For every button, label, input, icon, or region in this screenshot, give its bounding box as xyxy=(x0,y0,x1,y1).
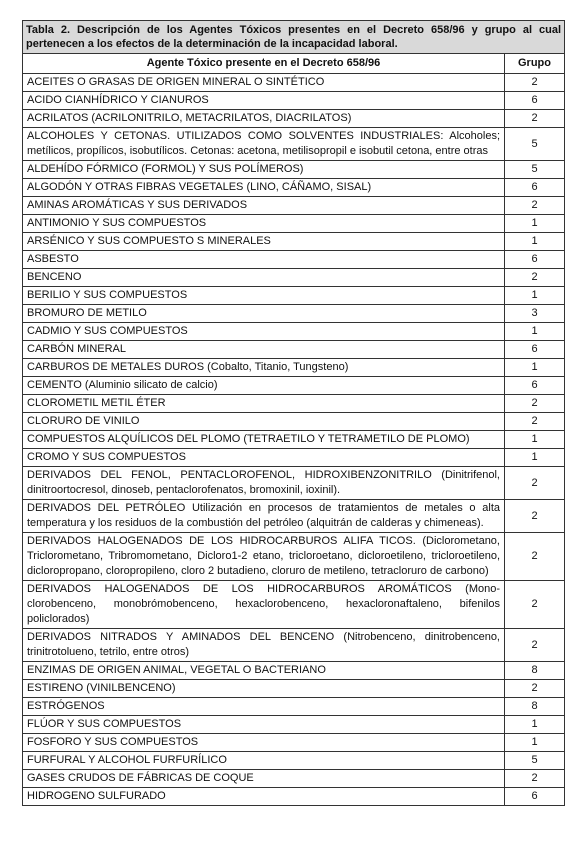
agent-cell: DERIVADOS HALOGENADOS DE LOS HIDROCARBUROS AROMÁTICOS (Mono-clorobenceno, monobrómobenceno, hexaclorobenceno, hexacloronaftaleno, bifenilos policlorados) xyxy=(23,581,505,629)
agent-cell: CLORURO DE VINILO xyxy=(23,413,505,431)
group-cell: 3 xyxy=(505,305,565,323)
group-cell: 2 xyxy=(505,74,565,92)
group-cell: 2 xyxy=(505,467,565,500)
agent-cell: CEMENTO (Aluminio silicato de calcio) xyxy=(23,377,505,395)
group-cell: 2 xyxy=(505,533,565,581)
table-row xyxy=(23,449,565,467)
table-row xyxy=(23,287,565,305)
table-row xyxy=(23,734,565,752)
group-cell: 5 xyxy=(505,161,565,179)
agent-cell: CARBÓN MINERAL xyxy=(23,341,505,359)
table-row xyxy=(23,128,565,161)
agent-cell: ACRILATOS (ACRILONITRILO, METACRILATOS, DIACRILATOS) xyxy=(23,110,505,128)
group-cell: 6 xyxy=(505,377,565,395)
group-cell: 1 xyxy=(505,449,565,467)
toxic-agents-table xyxy=(22,20,565,806)
agent-cell: ANTIMONIO Y SUS COMPUESTOS xyxy=(23,215,505,233)
group-cell: 2 xyxy=(505,110,565,128)
group-cell: 1 xyxy=(505,215,565,233)
group-cell: 8 xyxy=(505,698,565,716)
group-cell: 2 xyxy=(505,269,565,287)
table-row xyxy=(23,698,565,716)
table-row xyxy=(23,629,565,662)
agent-cell: CROMO Y SUS COMPUESTOS xyxy=(23,449,505,467)
group-cell: 6 xyxy=(505,788,565,806)
group-cell: 1 xyxy=(505,716,565,734)
table-row xyxy=(23,197,565,215)
table-row xyxy=(23,413,565,431)
group-cell: 6 xyxy=(505,92,565,110)
group-cell: 1 xyxy=(505,431,565,449)
agent-cell: GASES CRUDOS DE FÁBRICAS DE COQUE xyxy=(23,770,505,788)
table-row xyxy=(23,533,565,581)
table-row xyxy=(23,377,565,395)
agent-cell: DERIVADOS DEL PETRÓLEO Utilización en procesos de tratamientos de metales o alta temperatura y los residuos de la combustión del petróleo (alquitrán de calderas y chimeneas). xyxy=(23,500,505,533)
table-row xyxy=(23,305,565,323)
agent-cell: ALGODÓN Y OTRAS FIBRAS VEGETALES (LINO, CÁÑAMO, SISAL) xyxy=(23,179,505,197)
group-cell: 5 xyxy=(505,128,565,161)
table-row xyxy=(23,680,565,698)
agent-cell: FLÚOR Y SUS COMPUESTOS xyxy=(23,716,505,734)
table-row xyxy=(23,251,565,269)
agent-cell: CLOROMETIL METIL ÉTER xyxy=(23,395,505,413)
group-cell: 8 xyxy=(505,662,565,680)
table-row xyxy=(23,92,565,110)
table-caption-row xyxy=(23,21,565,54)
agent-cell: ACEITES O GRASAS DE ORIGEN MINERAL O SINTÉTICO xyxy=(23,74,505,92)
group-cell: 1 xyxy=(505,287,565,305)
group-cell: 2 xyxy=(505,770,565,788)
agent-cell: BERILIO Y SUS COMPUESTOS xyxy=(23,287,505,305)
agent-cell: FURFURAL Y ALCOHOL FURFURÍLICO xyxy=(23,752,505,770)
table-row xyxy=(23,359,565,377)
table-row xyxy=(23,74,565,92)
agent-cell: DERIVADOS DEL FENOL, PENTACLOROFENOL, HIDROXIBENZONITRILO (Dinitrifenol, dinitroortocresol, dinoseb, pentaclorofenatos, bromoxinil, ioxinil). xyxy=(23,467,505,500)
group-cell: 2 xyxy=(505,197,565,215)
group-cell: 1 xyxy=(505,359,565,377)
agent-cell: ASBESTO xyxy=(23,251,505,269)
agent-cell: DERIVADOS HALOGENADOS DE LOS HIDROCARBUROS ALIFA TICOS. (Diclorometano, Triclorometano, Tribromometano, Dicloro1-2 etano, tricloroetano, dicloroetileno, tricloroetileno, dicloropropano, cloropropileno, cloro 2 butadieno, cloruro de metileno, tetracloruro de carbono) xyxy=(23,533,505,581)
group-cell: 6 xyxy=(505,251,565,269)
group-cell: 1 xyxy=(505,323,565,341)
table-row xyxy=(23,500,565,533)
table-row xyxy=(23,752,565,770)
agent-cell: ENZIMAS DE ORIGEN ANIMAL, VEGETAL O BACTERIANO xyxy=(23,662,505,680)
group-cell: 2 xyxy=(505,581,565,629)
agent-cell: ALDEHÍDO FÓRMICO (FORMOL) Y SUS POLÍMEROS) xyxy=(23,161,505,179)
agent-cell: ACIDO CIANHÍDRICO Y CIANUROS xyxy=(23,92,505,110)
agent-cell: BENCENO xyxy=(23,269,505,287)
agent-cell: CARBUROS DE METALES DUROS (Cobalto, Titanio, Tungsteno) xyxy=(23,359,505,377)
agent-cell: CADMIO Y SUS COMPUESTOS xyxy=(23,323,505,341)
group-cell: 2 xyxy=(505,680,565,698)
table-row xyxy=(23,467,565,500)
column-header-agent: Agente Tóxico presente en el Decreto 658/96 xyxy=(23,54,505,74)
document-page xyxy=(22,20,564,806)
agent-cell: ESTIRENO (VINILBENCENO) xyxy=(23,680,505,698)
table-header-row xyxy=(23,54,565,74)
table-row xyxy=(23,662,565,680)
group-cell: 6 xyxy=(505,341,565,359)
agent-cell: HIDROGENO SULFURADO xyxy=(23,788,505,806)
group-cell: 2 xyxy=(505,500,565,533)
agent-cell: COMPUESTOS ALQUÍLICOS DEL PLOMO (TETRAETILO Y TETRAMETILO DE PLOMO) xyxy=(23,431,505,449)
group-cell: 5 xyxy=(505,752,565,770)
group-cell: 1 xyxy=(505,233,565,251)
group-cell: 1 xyxy=(505,734,565,752)
table-row xyxy=(23,215,565,233)
agent-cell: BROMURO DE METILO xyxy=(23,305,505,323)
table-row xyxy=(23,770,565,788)
table-row xyxy=(23,179,565,197)
group-cell: 2 xyxy=(505,395,565,413)
group-cell: 6 xyxy=(505,179,565,197)
table-row xyxy=(23,110,565,128)
agent-cell: DERIVADOS NITRADOS Y AMINADOS DEL BENCENO (Nitrobenceno, dinitrobenceno, trinitrotolueno, tetrilo, entre otros) xyxy=(23,629,505,662)
table-body xyxy=(23,74,565,806)
table-row xyxy=(23,341,565,359)
table-row xyxy=(23,323,565,341)
table-row xyxy=(23,233,565,251)
table-row xyxy=(23,581,565,629)
agent-cell: AMINAS AROMÁTICAS Y SUS DERIVADOS xyxy=(23,197,505,215)
group-cell: 2 xyxy=(505,629,565,662)
agent-cell: FOSFORO Y SUS COMPUESTOS xyxy=(23,734,505,752)
table-row xyxy=(23,716,565,734)
agent-cell: ARSÉNICO Y SUS COMPUESTO S MINERALES xyxy=(23,233,505,251)
table-caption: Tabla 2. Descripción de los Agentes Tóxicos presentes en el Decreto 658/96 y grupo al cual pertenecen a los efectos de la determinación de la incapacidad laboral. xyxy=(23,21,565,54)
agent-cell: ESTRÓGENOS xyxy=(23,698,505,716)
table-row xyxy=(23,788,565,806)
table-row xyxy=(23,269,565,287)
table-row xyxy=(23,161,565,179)
agent-cell: ALCOHOLES Y CETONAS. UTILIZADOS COMO SOLVENTES INDUSTRIALES: Alcoholes; metílicos, propílicos, isobutílicos. Cetonas: acetona, metilisopropil e isobutil cetona, entre otras xyxy=(23,128,505,161)
table-row xyxy=(23,431,565,449)
group-cell: 2 xyxy=(505,413,565,431)
table-row xyxy=(23,395,565,413)
column-header-group: Grupo xyxy=(505,54,565,74)
